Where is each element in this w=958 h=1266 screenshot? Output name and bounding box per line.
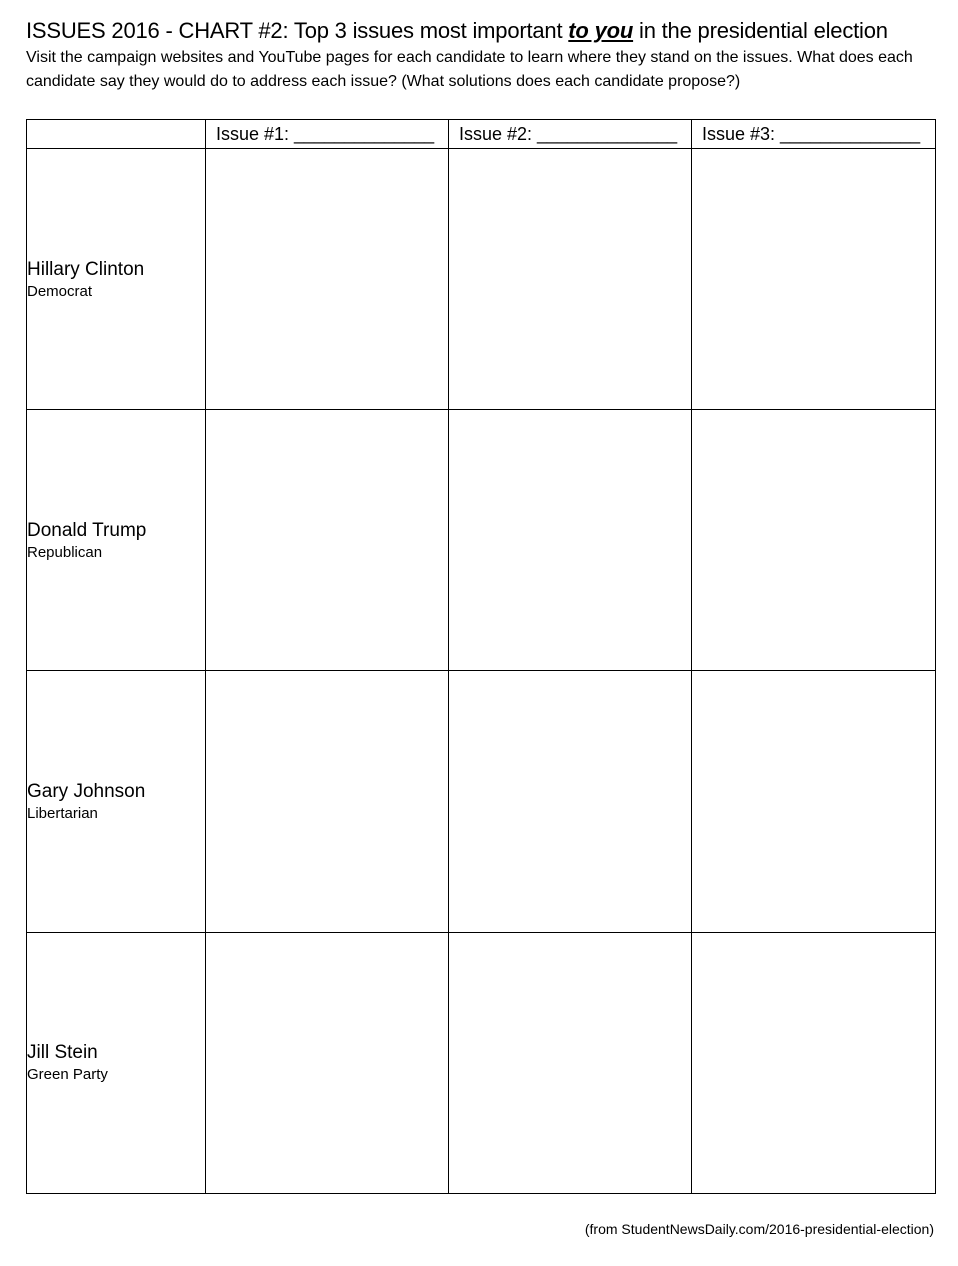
candidate-cell: [27, 149, 206, 410]
candidate-party: Libertarian: [27, 805, 98, 823]
candidate-party: Democrat: [27, 282, 93, 300]
issue-3-header[interactable]: Issue #3: ______________: [692, 120, 936, 149]
title-emphasis: to you: [568, 18, 634, 43]
table-header-row: [27, 120, 936, 149]
table-row: [27, 149, 936, 410]
answer-cell[interactable]: [206, 932, 449, 1193]
answer-cell[interactable]: [449, 149, 692, 410]
title-part-1: ISSUES 2016 - CHART #2: Top 3 issues most important: [26, 18, 569, 43]
candidate-name: Donald Trump: [27, 519, 147, 541]
answer-cell[interactable]: [449, 671, 692, 932]
answer-cell[interactable]: [206, 410, 449, 671]
answer-cell[interactable]: [692, 149, 936, 410]
candidate-cell: [27, 410, 206, 671]
answer-cell[interactable]: [206, 671, 449, 932]
source-footer: (from StudentNewsDaily.com/2016-presidential-election): [584, 1221, 934, 1237]
answer-cell[interactable]: [692, 932, 936, 1193]
candidate-cell: [27, 932, 206, 1193]
candidate-name: Gary Johnson: [27, 781, 146, 803]
answer-cell[interactable]: [449, 410, 692, 671]
table-row: [27, 410, 936, 671]
answer-cell[interactable]: [206, 149, 449, 410]
candidate-cell: [27, 671, 206, 932]
table-row: [27, 671, 936, 932]
candidate-name: Hillary Clinton: [27, 258, 145, 280]
title-part-2: in the presidential election: [633, 18, 888, 43]
issue-2-header[interactable]: Issue #2: ______________: [449, 120, 692, 149]
corner-cell: [27, 120, 206, 149]
worksheet-title: [26, 16, 936, 46]
candidate-name: Jill Stein: [27, 1042, 98, 1064]
issue-1-header[interactable]: Issue #1: ______________: [206, 120, 449, 149]
table-row: [27, 932, 936, 1193]
issues-chart-table: [26, 119, 936, 1194]
answer-cell[interactable]: [449, 932, 692, 1193]
worksheet-header: [26, 16, 936, 94]
candidate-party: Green Party: [27, 1066, 108, 1084]
answer-cell[interactable]: [692, 410, 936, 671]
candidate-party: Republican: [27, 543, 103, 561]
instructions-text: Visit the campaign websites and YouTube pages for each candidate to learn where they stand on the issues. What does each candidate say they would do to address each issue? (What solutions does each candidate propose?): [26, 49, 913, 90]
answer-cell[interactable]: [692, 671, 936, 932]
